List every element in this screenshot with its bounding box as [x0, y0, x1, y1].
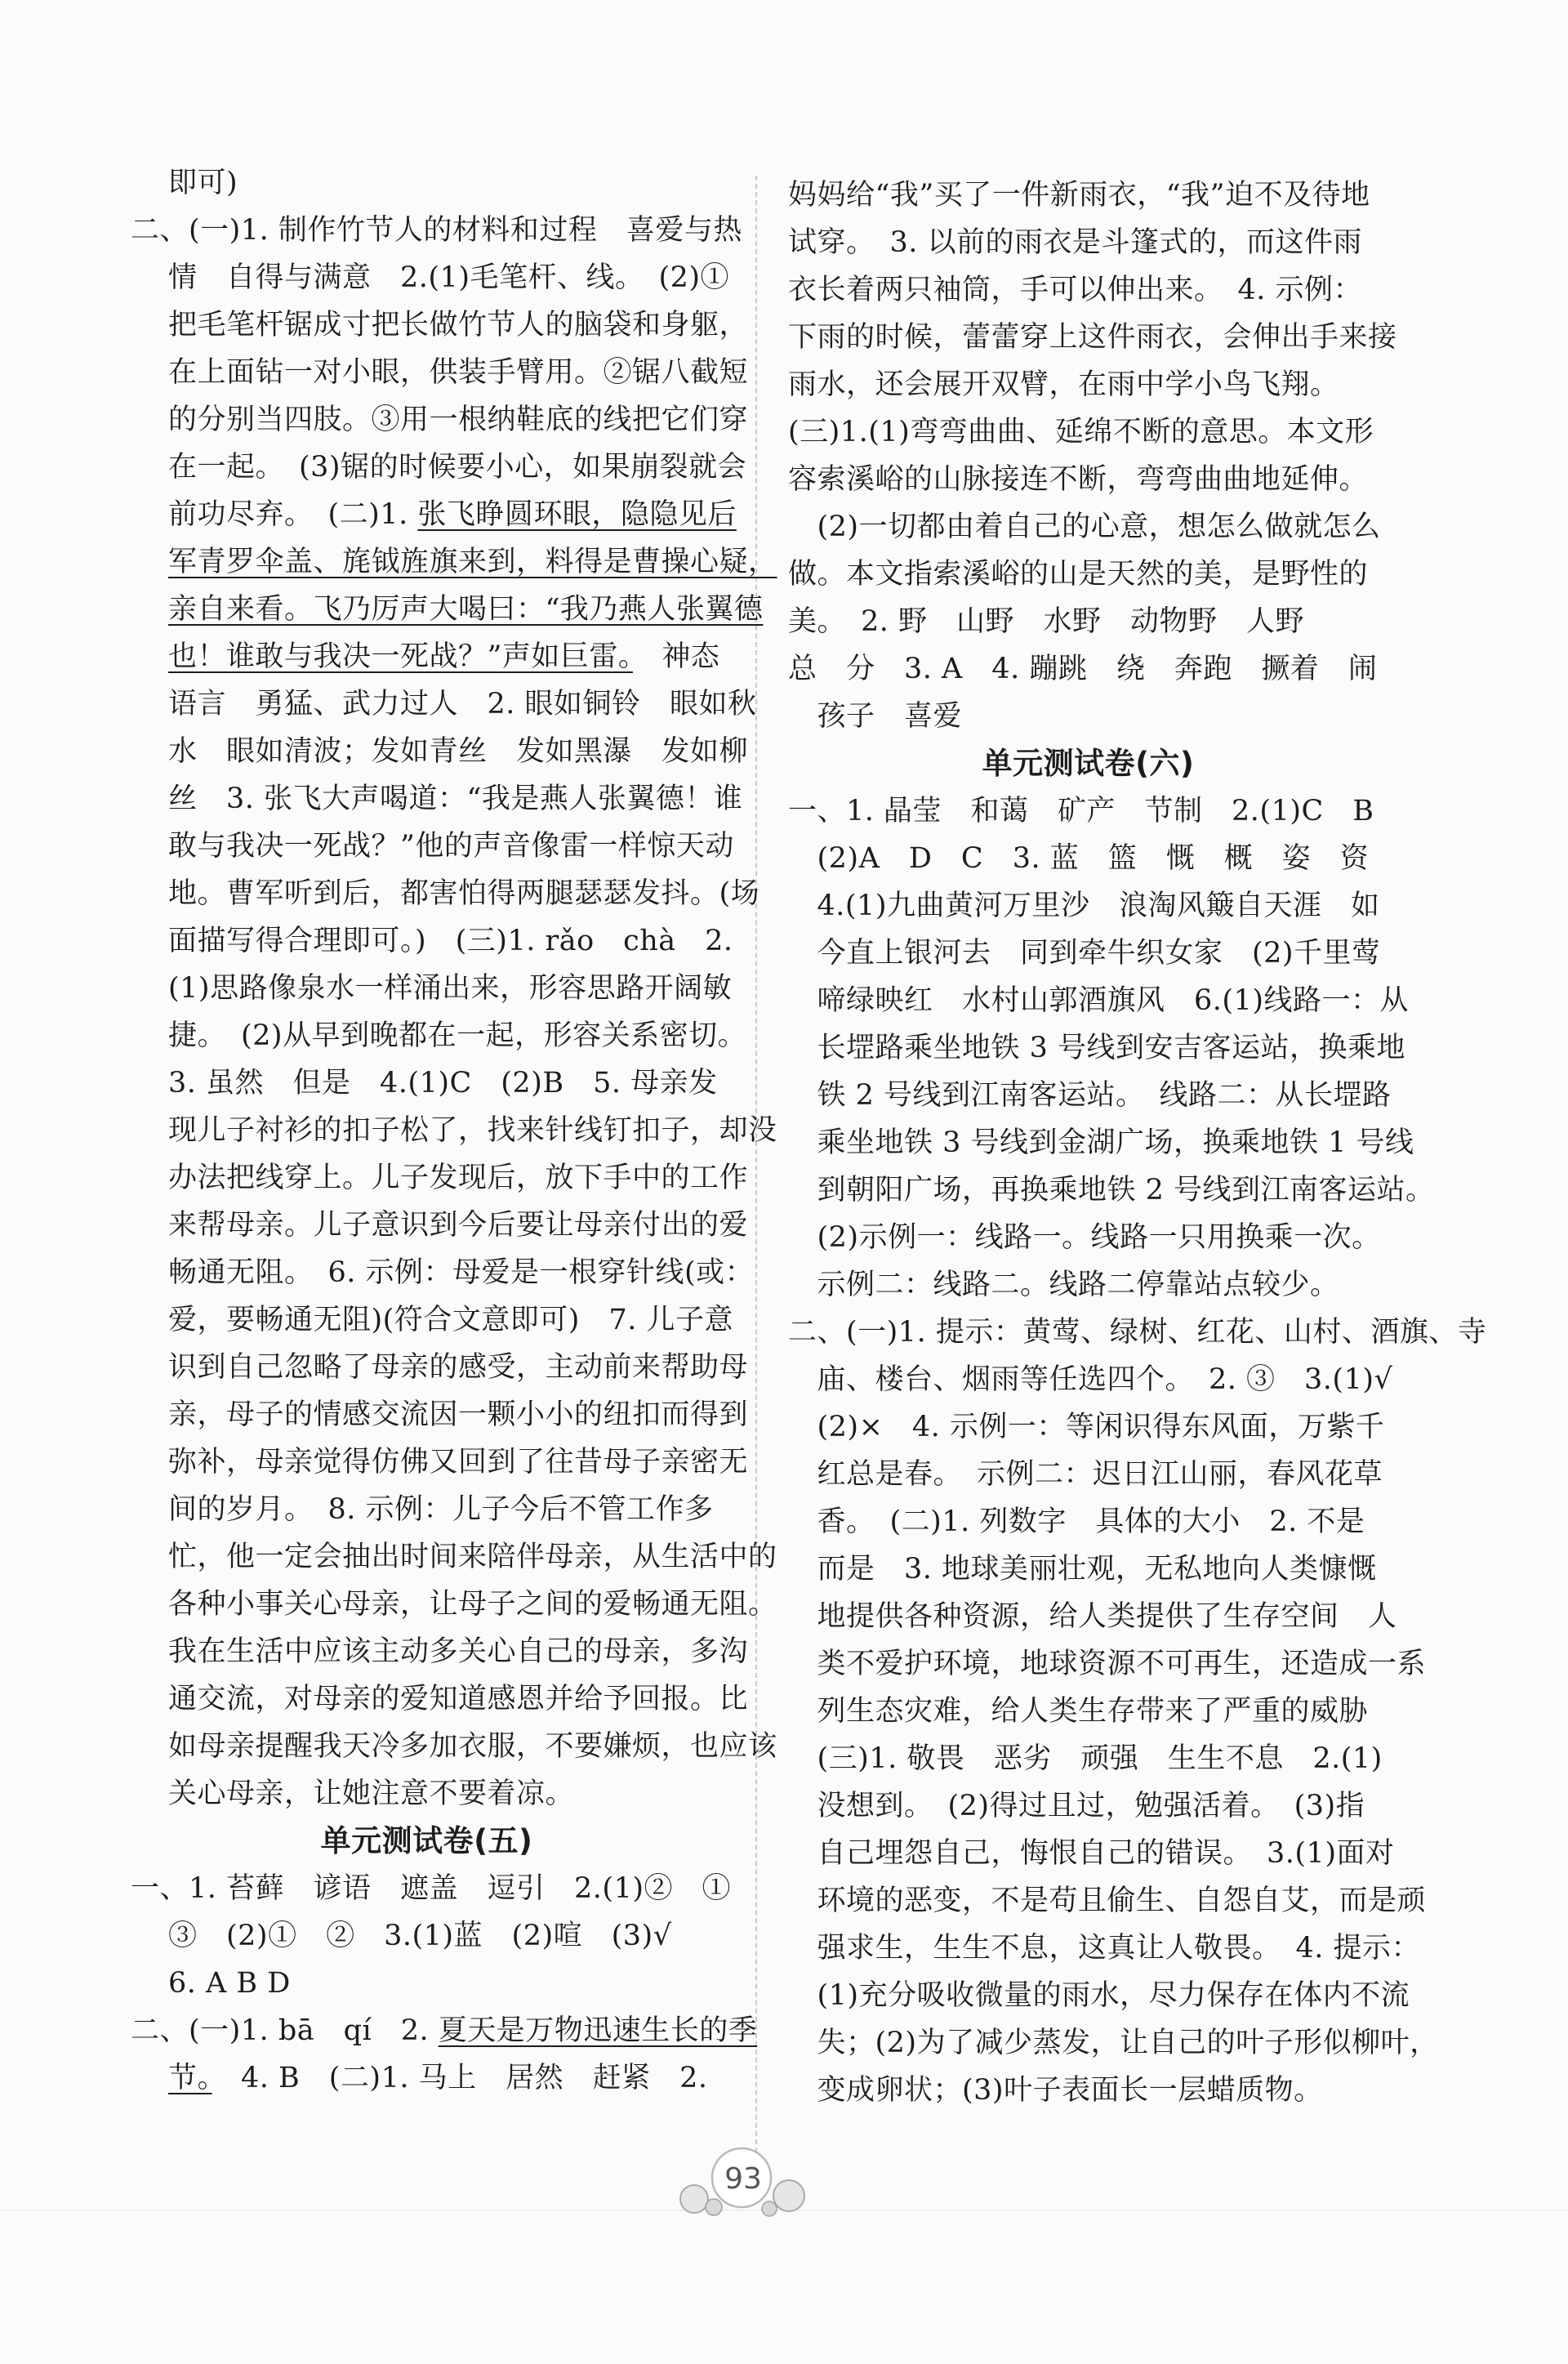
text-line	[131, 396, 749, 444]
line-text: 啼绿映红 水村山郭酒旗风 6.(1)线路一：从	[788, 984, 1409, 1017]
line-text: 面描写得合理即可。) (三)1. rǎo chà 2.	[168, 925, 733, 957]
line-text: 即可)	[168, 167, 238, 199]
line-text: 衣长着两只袖筒，手可以伸出来。 4. 示例：	[788, 274, 1363, 306]
text-line	[788, 1356, 1393, 1403]
line-text: 6. A B D	[168, 1967, 291, 2000]
line-text: 捷。 (2)从早到晚都在一起，形容关系密切。	[168, 1019, 747, 1052]
text-line	[131, 633, 723, 680]
line-text: 4.(1)九曲黄河万里沙 浪淘风簸自天涯 如	[788, 890, 1380, 922]
text-line	[131, 254, 730, 301]
text-line	[131, 1486, 723, 1533]
line-text: 我在生活中应该主动多关心自己的母亲，多沟	[168, 1635, 749, 1668]
text-line	[131, 538, 777, 586]
text-line	[131, 1344, 749, 1391]
text-line	[788, 1735, 1388, 1782]
underlined-text: 张飞睁圆环眼，隐隐见后	[417, 498, 737, 531]
text-line	[131, 586, 764, 633]
line-text: 地。曹军听到后，都害怕得两腿瑟瑟发抖。(场	[168, 877, 760, 910]
line-text: 庙、楼台、烟雨等任选四个。 2. ③ 3.(1)√	[788, 1363, 1393, 1396]
line-text: 而是 3. 地球美丽壮观，无私地向人类慷慨	[788, 1553, 1377, 1586]
text-line	[131, 491, 737, 538]
line-text: (三)1. 敬畏 恶劣 顽强 生生不息 2.(1)	[788, 1742, 1383, 1775]
text-line	[131, 1107, 777, 1154]
text-line	[788, 1640, 1427, 1688]
text-line	[788, 2067, 1388, 2114]
left-column	[131, 159, 777, 2102]
text-line	[131, 207, 742, 254]
text-line	[788, 977, 1409, 1024]
text-line	[788, 1119, 1414, 1166]
text-line	[788, 1925, 1421, 1972]
text-line	[788, 1403, 1388, 1451]
line-text: 红总是春。 示例二：迟日江山丽，春风花草	[788, 1458, 1383, 1491]
line-text: 一、1. 晶莹 和蔼 矿产 节制 2.(1)C B	[788, 795, 1374, 827]
text-line	[788, 456, 1388, 503]
text-line	[788, 1024, 1406, 1072]
line-text: 长堽路乘坐地铁 3 号线到安吉客运站，换乘地	[788, 1032, 1406, 1064]
text-line	[788, 1546, 1388, 1593]
text-line	[788, 266, 1388, 314]
line-text: 二、(一)1. bā qí 2.	[131, 2014, 439, 2047]
line-text: 没想到。 (2)得过且过，勉强活着。 (3)指	[788, 1790, 1365, 1822]
text-line	[131, 965, 733, 1012]
text-line	[788, 1166, 1435, 1214]
right-column	[788, 172, 1487, 2114]
line-text: 在一起。 (3)锯的时候要小心，如果崩裂就会	[168, 451, 747, 484]
text-line	[131, 1865, 731, 1912]
text-line	[788, 1451, 1388, 1498]
text-line	[131, 1059, 723, 1107]
line-text: 强求生，生生不息，这真让人敬畏。 4. 提示：	[788, 1932, 1421, 1965]
text-line	[131, 1533, 777, 1581]
text-line	[788, 835, 1388, 882]
text-line	[788, 1261, 1388, 1309]
line-text: 3. 虽然 但是 4.(1)C (2)B 5. 母亲发	[168, 1067, 718, 1099]
line-text: 亲，母子的情感交流因一颗小小的纽扣而得到	[168, 1398, 749, 1431]
line-text: 在上面钻一对小眼，供装手臂用。②锯八截短	[168, 356, 749, 389]
line-text: 雨水，还会展开双臂，在雨中学小鸟飞翔。	[788, 368, 1339, 401]
column-divider	[755, 176, 757, 2161]
line-text: 自己埋怨自己，悔恨自己的错误。 3.(1)面对	[788, 1837, 1395, 1870]
text-line	[788, 503, 1388, 551]
line-text: 通交流，对母亲的爱知道感恩并给予回报。比	[168, 1683, 749, 1715]
line-text: 忙，他一定会抽出时间来陪伴母亲，从生活中的	[168, 1541, 777, 1573]
text-line	[131, 1912, 723, 1960]
text-line	[788, 1498, 1388, 1546]
line-text: 各种小事关心母亲，让母子之间的爱畅通无阻。	[168, 1588, 777, 1621]
line-text: 列生态灾难，给人类生存带来了严重的威胁	[788, 1695, 1369, 1728]
text-line	[788, 787, 1388, 835]
line-text: 弥补，母亲觉得仿佛又回到了往昔母子亲密无	[168, 1446, 749, 1479]
line-text: 二、(一)1. 提示：黄莺、绿树、红花、山村、酒旗、寺	[788, 1316, 1487, 1349]
text-line	[788, 1309, 1487, 1356]
line-text: 来帮母亲。儿子意识到今后要让母亲付出的爱	[168, 1209, 749, 1242]
text-line	[131, 775, 743, 823]
line-text: 地提供各种资源，给人类提供了生存空间 人	[788, 1600, 1397, 1633]
line-text: 试穿。 3. 以前的雨衣是斗篷式的，而这件雨	[788, 226, 1363, 259]
text-line	[788, 408, 1388, 456]
line-text: 一、1. 苔藓 谚语 遮盖 逗引 2.(1)② ①	[131, 1872, 731, 1905]
line-text: ③ (2)① ② 3.(1)蓝 (2)喧 (3)√	[168, 1920, 672, 1952]
text-line	[131, 2054, 723, 2102]
line-text: 如母亲提醒我天冷多加衣服，不要嫌烦，也应该	[168, 1730, 777, 1763]
underlined-text: 也！谁敢与我决一死战？”声如巨雷。	[168, 640, 633, 673]
line-text: 4. B (二)1. 马上 居然 赶紧 2.	[212, 2062, 708, 2094]
line-text: 间的岁月。 8. 示例：儿子今后不管工作多	[168, 1493, 714, 1526]
text-line	[788, 314, 1397, 361]
line-text: 神态	[632, 640, 720, 673]
line-text: 畅通无阻。 6. 示例：母爱是一根穿针线(或：	[168, 1256, 755, 1289]
text-line	[131, 349, 749, 396]
line-text: 容索溪峪的山脉接连不断，弯弯曲曲地延伸。	[788, 463, 1369, 496]
text-line	[788, 1830, 1395, 1877]
text-line	[788, 1214, 1388, 1261]
section-heading: 单元测试卷(六)	[982, 746, 1195, 781]
line-text: 情 自得与满意 2.(1)毛笔杆、线。 (2)①	[168, 261, 730, 294]
text-line	[131, 1249, 755, 1296]
text-line	[788, 1877, 1427, 1925]
text-line	[131, 1960, 723, 2007]
line-text: 做。本文指索溪峪的山是天然的美，是野性的	[788, 558, 1369, 591]
line-text: 示例二：线路二。线路二停靠站点较少。	[788, 1269, 1339, 1301]
text-line	[131, 1628, 749, 1675]
text-line	[788, 1972, 1410, 2019]
underlined-text: 军青罗伞盖、旄钺旌旗来到，料得是曹操心疑，	[168, 546, 777, 578]
line-text: (2)示例一：线路一。线路一只用换乘一次。	[788, 1221, 1381, 1254]
line-text: (2)A D C 3. 蓝 篮 慨 概 姿 资	[788, 842, 1370, 875]
line-text: 敢与我决一死战？”他的声音像雷一样惊天动	[168, 830, 734, 863]
text-line	[788, 645, 1388, 693]
line-text: 现儿子衬衫的扣子松了，找来针线钉扣子，却没	[168, 1114, 777, 1147]
line-text: 类不爱护环境，地球资源不可再生，还造成一系	[788, 1648, 1427, 1680]
line-text: 水 眼如清波；发如青丝 发如黑瀑 发如柳	[168, 735, 749, 768]
text-line	[788, 551, 1388, 598]
line-text: 香。 (二)1. 列数字 具体的大小 2. 不是	[788, 1505, 1365, 1538]
section-heading: 单元测试卷(五)	[320, 1823, 533, 1858]
line-text: 爱，要畅通无阻)(符合文意即可) 7. 儿子意	[168, 1304, 733, 1336]
line-text: 失；(2)为了减少蒸发，让自己的叶子形似柳叶，	[788, 2027, 1439, 2059]
text-line	[788, 930, 1388, 977]
line-text: (三)1.(1)弯弯曲曲、延绵不断的意思。本文形	[788, 416, 1374, 448]
line-text: (1)充分吸收微量的雨水，尽力保存在体内不流	[788, 1979, 1410, 2012]
text-line	[131, 1012, 747, 1059]
line-text: 二、(一)1. 制作竹节人的材料和过程 喜爱与热	[131, 214, 742, 247]
line-text: 办法把线穿上。儿子发现后，放下手中的工作	[168, 1162, 749, 1194]
page-number-badge	[670, 2139, 817, 2220]
line-text: 识到自己忽略了母亲的感受，主动前来帮助母	[168, 1351, 749, 1384]
line-text: (2)× 4. 示例一：等闲识得东风面，万紫千	[788, 1411, 1385, 1443]
text-line	[788, 882, 1388, 930]
text-line	[788, 693, 1388, 740]
text-line	[131, 2007, 758, 2054]
text-line	[131, 301, 749, 349]
line-text: 总 分 3. A 4. 蹦跳 绕 奔跑 撅着 闹	[788, 653, 1378, 685]
text-line	[788, 1072, 1392, 1119]
line-text: 到朝阳广场，再换乘地铁 2 号线到江南客运站。	[788, 1174, 1435, 1207]
line-text: (1)思路像泉水一样涌出来，形容思路开阔敏	[168, 972, 733, 1005]
text-line	[131, 1202, 749, 1249]
text-line	[131, 1770, 723, 1818]
line-text: 丝 3. 张飞大声喝道：“我是燕人张翼德！谁	[168, 783, 743, 815]
text-line	[131, 1581, 777, 1628]
text-line	[131, 823, 734, 870]
text-line	[131, 870, 760, 917]
text-line	[131, 1723, 777, 1770]
line-text: 孩子 喜爱	[788, 700, 963, 733]
text-line	[788, 1593, 1397, 1640]
line-text: 妈妈给“我”买了一件新雨衣，“我”迫不及待地	[788, 179, 1370, 212]
line-text: 前功尽弃。 (二)1.	[168, 498, 418, 531]
line-text: 把毛笔杆锯成寸把长做竹节人的脑袋和身躯，	[168, 309, 749, 341]
text-line	[131, 680, 757, 728]
text-line	[131, 1675, 749, 1723]
text-line	[131, 444, 747, 491]
text-line	[131, 1154, 749, 1202]
text-line	[788, 1782, 1388, 1830]
page-number: 93	[724, 2162, 762, 2196]
line-text: 变成卵状；(3)叶子表面长一层蜡质物。	[788, 2074, 1323, 2107]
line-text: 关心母亲，让她注意不要着凉。	[168, 1777, 575, 1810]
text-line	[131, 728, 749, 775]
line-text: 铁 2 号线到江南客运站。 线路二：从长堽路	[788, 1079, 1392, 1112]
line-text: 语言 勇猛、武力过人 2. 眼如铜铃 眼如秋	[168, 688, 757, 720]
text-line	[788, 361, 1388, 408]
text-line	[131, 159, 723, 207]
text-line	[131, 1296, 733, 1344]
line-text: 的分别当四肢。③用一根纳鞋底的线把它们穿	[168, 404, 749, 436]
text-line	[788, 1688, 1388, 1735]
text-line	[788, 2019, 1439, 2067]
line-text: 乘坐地铁 3 号线到金湖广场，换乘地铁 1 号线	[788, 1126, 1414, 1159]
line-text: (2)一切都由着自己的心意，想怎么做就怎么	[788, 511, 1381, 543]
underlined-text: 亲自来看。飞乃厉声大喝曰：“我乃燕人张翼德	[168, 593, 764, 626]
line-text: 下雨的时候，蕾蕾穿上这件雨衣，会伸出手来接	[788, 321, 1397, 354]
underlined-text: 节。	[168, 2062, 212, 2094]
text-line	[131, 917, 733, 965]
line-text: 美。 2. 野 山野 水野 动物野 人野	[788, 605, 1305, 638]
text-line	[788, 219, 1388, 266]
text-line	[788, 172, 1388, 219]
text-line	[788, 598, 1388, 645]
line-text: 今直上银河去 同到牵牛织女家 (2)千里莺	[788, 937, 1381, 970]
text-line	[131, 1438, 749, 1486]
text-line	[131, 1391, 749, 1438]
line-text: 环境的恶变，不是苟且偷生、自怨自艾，而是顽	[788, 1885, 1427, 1917]
underlined-text: 夏天是万物迅速生长的季	[438, 2014, 758, 2047]
